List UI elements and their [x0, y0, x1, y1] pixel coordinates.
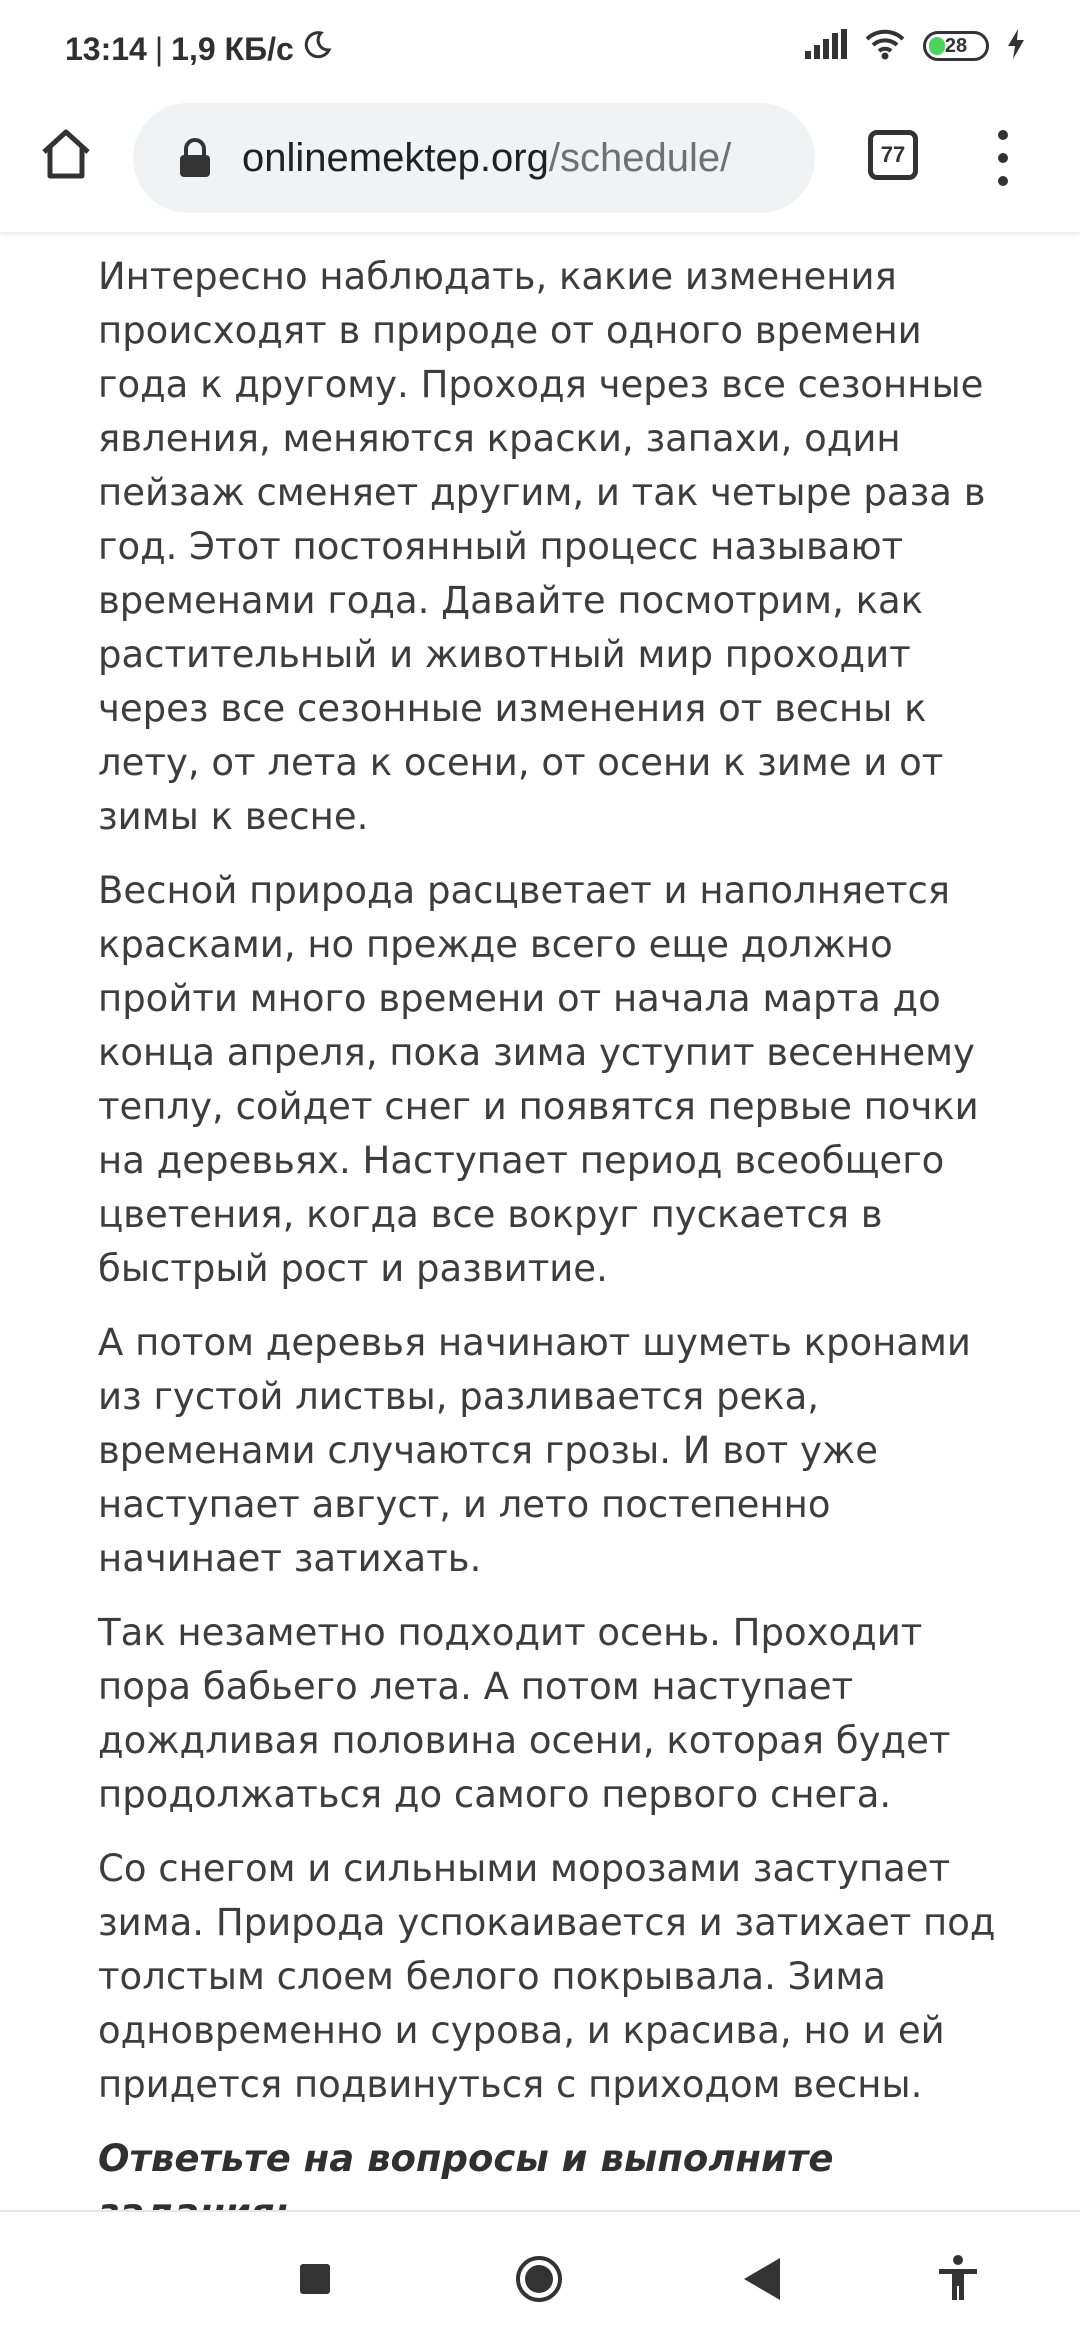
lock-icon [178, 137, 212, 179]
article-paragraph: Так незаметно подходит осень. Проходит пора бабьего лета. А потом наступает дождливая половина осени, которая будет продолжаться до самого первого снега. [98, 1611, 951, 1816]
article-content [98, 250, 998, 2240]
status-bar [0, 0, 1080, 100]
address-bar[interactable] [133, 103, 815, 213]
home-circle-icon[interactable] [514, 2254, 564, 2304]
home-button[interactable] [36, 124, 96, 184]
back-triangle-icon[interactable] [742, 2256, 782, 2302]
article-paragraph: Со снегом и сильными морозами заступает зима. Природа успокаивается и затихает под толстым слоем белого покрывала. Зима одновременно и сурова, и красива, но и ей придется подвинуться с приходом весны. [98, 1847, 996, 2106]
article-paragraph: Весной природа расцветает и наполняется красками, но прежде всего еще должно пройти много времени от начала марта до конца апреля, пока зима уступит весеннему теплу, сойдет снег и появятся первые почки на деревьях. Наступает период всеобщего цветения, когда все вокруг пускается в быстрый рост и развитие. [98, 869, 979, 1290]
signal-icon [805, 29, 847, 63]
tabs-button[interactable] [868, 130, 918, 180]
tab-count: 77 [880, 142, 906, 167]
system-navigation-bar [0, 2210, 1080, 2342]
recents-square-icon[interactable] [300, 2264, 330, 2294]
status-right [805, 28, 1025, 64]
more-vert-icon[interactable] [985, 130, 1021, 186]
article-paragraph: Интересно наблюдать, какие изменения происходят в природе от одного времени года к другому. Проходя через все сезонные явления, меняются краски, запахи, один пейзаж сменяет другим, и так четыре раза в год. Этот постоянный процесс называют временами года. Давайте посмотрим, как растительный и животный мир проходит через все сезонные изменения от весны к лету, от лета к осени, от осени к зиме и от зимы к весне. [98, 255, 986, 838]
status-time: 13:14 [65, 30, 147, 67]
url-host: onlinemektep.org [242, 135, 549, 180]
article-paragraph: А потом деревья начинают шуметь кронами из густой листвы, разливается река, временами случаются грозы. И вот уже наступает август, и лето постепенно начинает затихать. [98, 1321, 971, 1580]
wifi-icon [865, 28, 905, 64]
battery-level: 28 [944, 34, 968, 57]
battery-icon [923, 31, 989, 61]
charging-icon [1007, 29, 1025, 63]
task-heading: Ответьте на вопросы и выполните [98, 2137, 834, 2180]
browser-toolbar [0, 100, 1080, 232]
url-text [242, 136, 731, 181]
accessibility-icon[interactable] [936, 2254, 980, 2302]
status-left [65, 30, 332, 68]
status-separator: | [154, 30, 164, 67]
url-path: /schedule/ [548, 135, 732, 180]
home-icon [38, 126, 94, 182]
moon-icon [302, 30, 332, 68]
status-network-speed: 1,9 КБ/с [171, 30, 294, 67]
